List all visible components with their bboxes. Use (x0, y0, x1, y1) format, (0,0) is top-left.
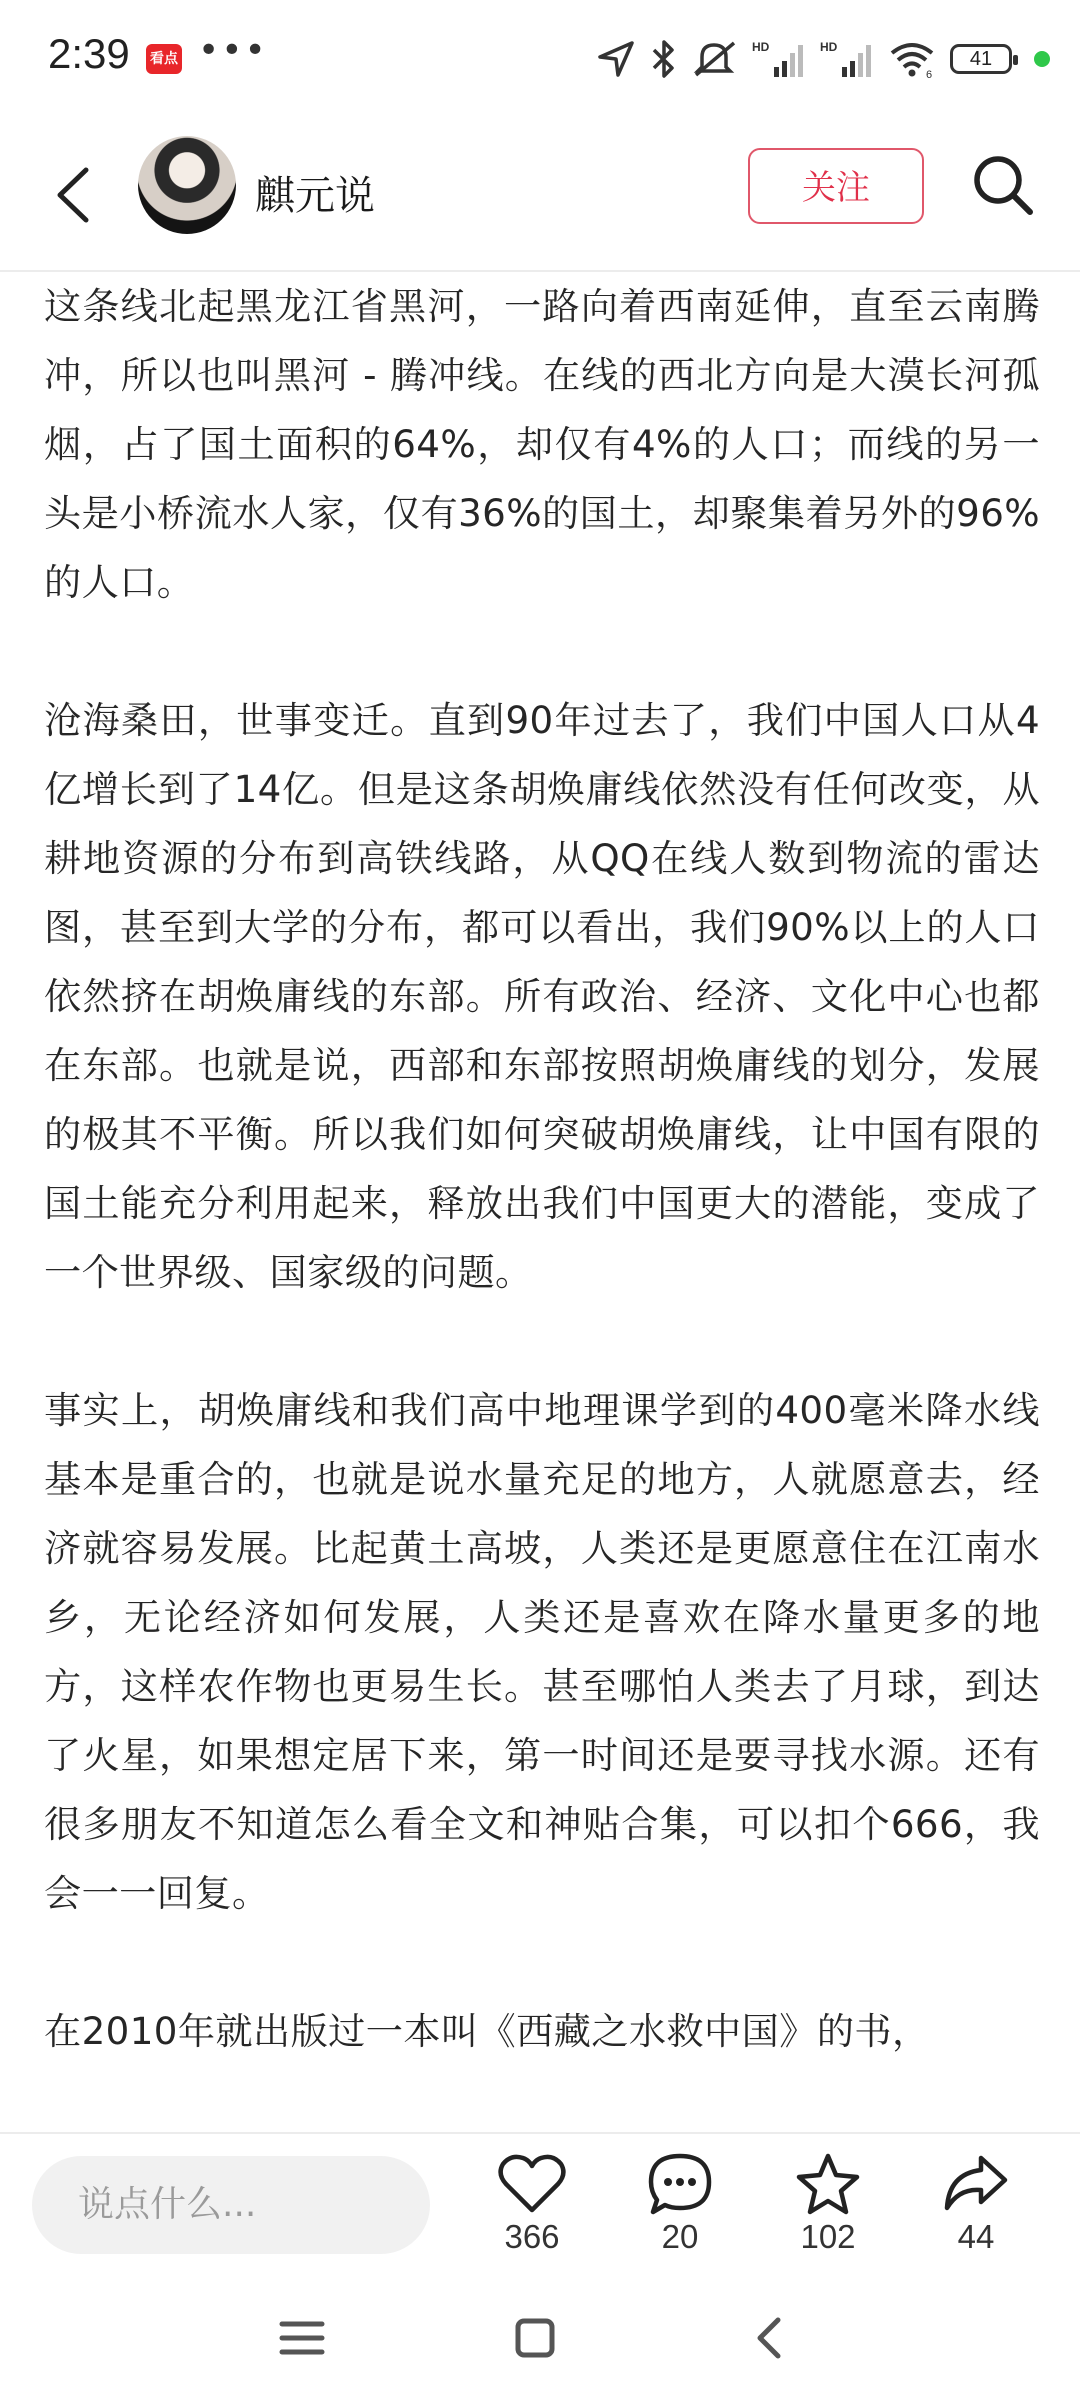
comment-bubble-icon (645, 2152, 715, 2216)
status-icons (596, 34, 1050, 84)
article-paragraph: 在2010年就出版过一本叫《西藏之水救中国》的书， (44, 2009, 930, 2053)
search-icon[interactable] (968, 150, 1038, 220)
article-paragraph: 这条线北起黑龙江省黑河，一路向着西南延伸，直至云南腾冲，所以也叫黑河 - 腾冲线。在线的西北方向是大漠长河孤烟，占了国土面积的64%，却仅有4%的人口；而线的另一头是小桥流水人家，仅有36%的国土，却聚集着另外的96%的人口。 (44, 284, 1040, 604)
like-button[interactable] (472, 2152, 592, 2256)
back-triangle-icon[interactable] (740, 2308, 800, 2368)
mute-icon (692, 39, 738, 79)
article-paragraph: 沧海桑田，世事变迁。直到90年过去了，我们中国人口从4亿增长到了14亿。但是这条胡焕庸线依然没有任何改变，从耕地资源的分布到高铁线路，从QQ在线人数到物流的雷达图，甚至到大学的分布，都可以看出，我们90%以上的人口依然挤在胡焕庸线的东部。所有政治、经济、文化中心也都在东部。也就是说，西部和东部按照胡焕庸线的划分，发展的极其不平衡。所以我们如何突破胡焕庸线，让中国有限的国土能充分利用起来，释放出我们中国更大的潜能，变成了一个世界级、国家级的问题。 (44, 698, 1040, 1294)
author-avatar[interactable] (138, 136, 236, 234)
menu-icon[interactable] (272, 2308, 332, 2368)
svg-text:6: 6 (926, 69, 933, 79)
privacy-indicator-icon (1034, 51, 1050, 67)
home-square-icon[interactable] (505, 2308, 565, 2368)
signal-hd-icon (820, 39, 874, 79)
svg-text:HD: HD (820, 40, 838, 54)
bluetooth-icon (650, 38, 678, 80)
like-count: 366 (504, 2218, 560, 2255)
svg-text:HD: HD (752, 40, 770, 54)
share-arrow-icon (941, 2152, 1011, 2216)
heart-icon (497, 2152, 567, 2216)
favorite-count: 102 (800, 2218, 856, 2255)
back-arrow-icon[interactable] (46, 160, 106, 230)
share-button[interactable] (916, 2152, 1036, 2256)
action-bar (0, 2132, 1080, 2280)
comment-input[interactable]: 说点什么... (32, 2156, 430, 2254)
comment-count: 20 (661, 2218, 699, 2255)
follow-button[interactable]: 关注 (748, 148, 924, 224)
status-time: 2:39 (48, 30, 130, 77)
article-body (44, 272, 1040, 2130)
article-header (0, 120, 1080, 272)
location-icon (596, 39, 636, 79)
share-count: 44 (957, 2218, 995, 2255)
status-bar (0, 0, 1080, 120)
wifi-icon (888, 39, 936, 79)
star-icon (793, 2152, 863, 2216)
app-badge-icon: 看点 (146, 44, 182, 74)
article-paragraph: 事实上，胡焕庸线和我们高中地理课学到的400毫米降水线基本是重合的，也就是说水量充足的地方，人就愿意去，经济就容易发展。比起黄土高坡，人类还是更愿意住在江南水乡，无论经济如何发展，人类还是喜欢在降水量更多的地方，这样农作物也更易生长。甚至哪怕人类去了月球，到达了火星，如果想定居下来，第一时间还是要寻找水源。还有很多朋友不知道怎么看全文和神贴合集，可以扣个666，我会一一回复。 (44, 1388, 1040, 1915)
battery-icon: 41 (950, 44, 1012, 74)
author-name[interactable]: 麒元说 (255, 173, 375, 219)
favorite-button[interactable] (768, 2152, 888, 2256)
more-notifications-icon: ••• (198, 30, 268, 71)
signal-hd-icon (752, 39, 806, 79)
system-nav-bar (0, 2278, 1080, 2400)
comment-button[interactable] (620, 2152, 740, 2256)
